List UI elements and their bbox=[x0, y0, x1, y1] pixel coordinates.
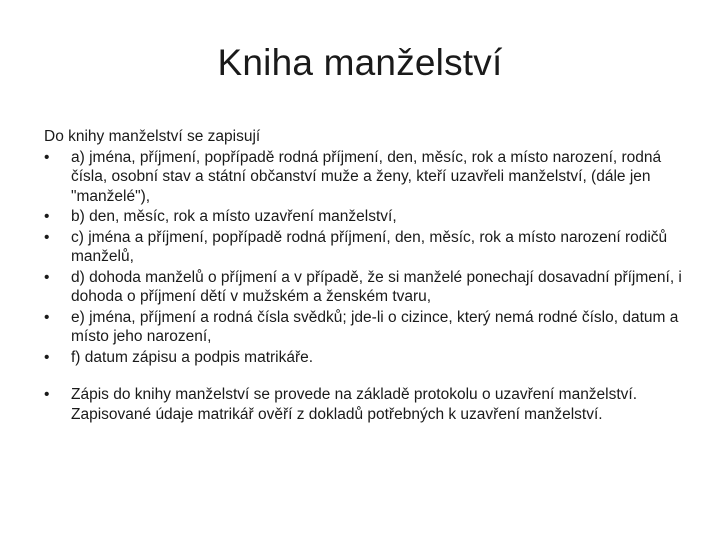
list-item-a bbox=[44, 148, 684, 207]
list-item-zapis bbox=[44, 385, 684, 424]
bullet-icon: • bbox=[44, 386, 50, 403]
list-item-text: e) jména, příjmení a rodná čísla svědků; jde-li o cizince, který nemá rodné číslo, datum a místo jeho narození, bbox=[71, 308, 679, 345]
slide-title: Kniha manželství bbox=[217, 42, 503, 83]
intro-text: Do knihy manželství se zapisují bbox=[44, 128, 261, 145]
list-item-c bbox=[44, 228, 684, 267]
bullet-icon: • bbox=[44, 208, 50, 225]
list-item-text: Zápis do knihy manželství se provede na základě protokolu o uzavření manželství. Zapisované údaje matrikář ověří z dokladů potřebných k uzavření manželství. bbox=[71, 386, 638, 423]
list-item-text: c) jména a příjmení, popřípadě rodná příjmení, den, měsíc, rok a místo narození rodičů manželů, bbox=[71, 228, 668, 265]
bullet-icon: • bbox=[44, 268, 50, 286]
list-item-text: f) datum zápisu a podpis matrikáře. bbox=[71, 348, 314, 366]
bullet-icon: • bbox=[44, 228, 50, 246]
list-item-text: d) dohoda manželů o příjmení a v případě, že si manželé ponechají dosavadní příjmení, i dohoda o příjmení dětí v mužském a ženském tvaru, bbox=[71, 268, 682, 305]
bullet-icon: • bbox=[44, 348, 50, 366]
list-item-b bbox=[44, 207, 684, 227]
list-item-e bbox=[44, 308, 684, 347]
list-item-text: a) jména, příjmení, popřípadě rodná příjmení, den, měsíc, rok a místo narození, rodná čísla, osobní stav a státní občanství muže a ženy, kteří uzavřeli manželství, (dále jen "manželé"), bbox=[71, 148, 662, 205]
list-item-f bbox=[44, 348, 684, 368]
bullet-icon: • bbox=[44, 148, 50, 166]
list-item-d bbox=[44, 268, 684, 307]
list-item-text: b) den, měsíc, rok a místo uzavření manželství, bbox=[71, 208, 397, 225]
bullet-icon: • bbox=[44, 308, 50, 326]
bullet-list bbox=[44, 148, 684, 425]
slide-body bbox=[44, 127, 684, 425]
